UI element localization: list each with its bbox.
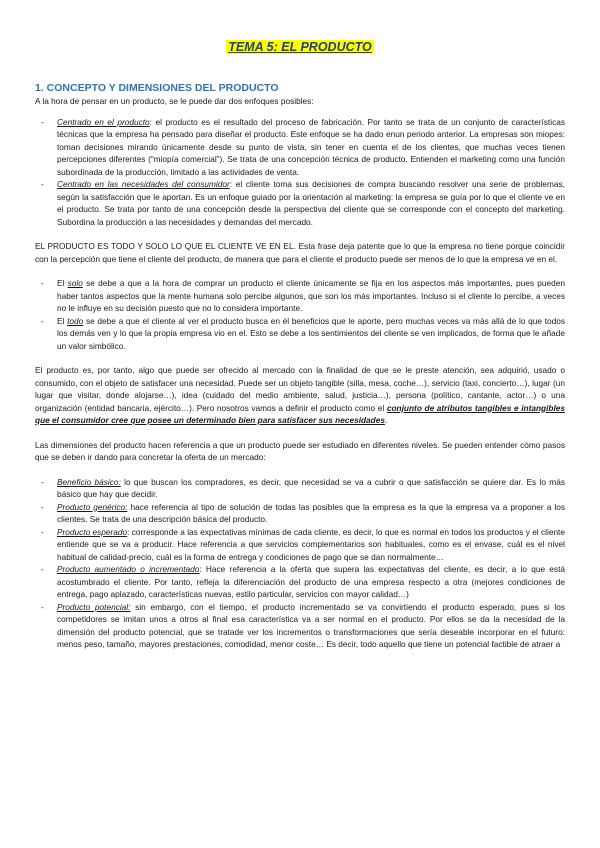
- term: Producto aumentado o incrementado: [57, 564, 200, 574]
- product-definition: conjunto de atributos tangibles e intangibles que el consumidor cree que posee un determinado bien para satisfacer sus necesidades: [35, 402, 565, 425]
- solo-todo-list: [35, 277, 565, 352]
- list-item: [35, 601, 565, 651]
- bullet-dash: -: [41, 601, 44, 612]
- list-item: [35, 116, 565, 179]
- term: todo: [67, 315, 84, 326]
- item-text: : el producto es el resultado del proceso de fabricación. Por tanto se trata de un conjunto de características técnicas que la empresa ha pensado para diseñar el producto. Este enfoque se ha dado enun periodo anterior. La empresas son miopes: toman decisiones mirando únicamente desde su punto de vista, sin tener en cuenta el de los clientes, que muchas veces tienen percepciones diferentes (“miopía comercial”). Se trata de una concepción técnica de producto. Entienden el marketing como una función subordinada de la producción, limitado a las actividades de venta.: [57, 116, 565, 177]
- paragraph-text: El producto es, por tanto, algo que puede ser ofrecido al mercado con la finalidad de que se le preste atención, sea adquirió, usado o consumido, con el objeto de satisfacer una necesidad. Puede ser un objeto tangible (silla, mesa, coche…), servicio (taxi, concierto…), lugar (un lugar que visitar, donde alojarse…), idea (cuidado del medio ambiente, salud, justicia…), persona (político, cantante, actor…) o una organización (entidad bancaria, ejército…). Pero nosotros vamos a definir el producto como el: [35, 365, 565, 413]
- term: Centrado en el producto: [57, 116, 150, 127]
- bullet-dash: -: [41, 315, 44, 326]
- item-prefix: El: [57, 315, 68, 326]
- section-heading: 1. CONCEPTO Y DIMENSIONES DEL PRODUCTO: [35, 82, 279, 94]
- bullet-dash: -: [41, 526, 44, 537]
- item-prefix: El: [57, 278, 68, 288]
- term: Producto genérico:: [57, 501, 128, 512]
- term: Producto potencial:: [57, 601, 131, 612]
- list-item: [35, 476, 565, 501]
- paragraph-end: .: [384, 415, 388, 425]
- bullet-dash: -: [41, 476, 44, 487]
- list-item: [35, 501, 565, 526]
- term: Beneficio básico:: [57, 476, 121, 487]
- item-text: : el cliente toma sus decisiones de compra buscando resolver una serie de problemas, según la satisfacción que le aportan. Es un enfoque guiado por la orientación al marketing: la empresa se guía por lo que el cliente ve en el producto. Se trata por tanto de una concepción desde la perspectiva del cliente que se corresponde con el concepto del marketing. Subordina la producción a las necesidades y demandas del mercado.: [57, 179, 565, 227]
- bullet-dash: -: [41, 179, 44, 189]
- item-text: se debe a que a la hora de comprar un producto el cliente únicamente se fija en los aspectos más importantes, pues pueden haber tantos aspectos que la mente humana solo percibe algunos, que son los más importantes. Incluso si el cliente lo percibe, a veces no le influye en su decisión puesto que no lo considera importante.: [57, 278, 565, 313]
- list-item: [35, 277, 565, 315]
- list-item: [35, 563, 565, 601]
- paragraph-producto: [35, 364, 565, 427]
- paragraph-todo: EL PRODUCTO ES TODO Y SOLO LO QUE EL CLIENTE VE EN EL. Esta frase deja patente que lo que la empresa no tiene porque coincidir con la percepción que tiene el cliente del producto, de manera que para el cliente el producto puede ser menos de lo que la empresa ve en el.: [35, 241, 565, 264]
- term: Producto esperado: [57, 526, 128, 537]
- item-text: se debe a que el cliente al ver el producto busca en él beneficios que le aporte, pero muchas veces va más allá de lo que todos los demás ven y lo que la propia empresa vio en el. Esto se debe a los sentimientos del cliente se ven implicados, de forma que le añade un valor simbólico.: [57, 315, 565, 351]
- item-text: hace referencia al tipo de solución de todas las posibles que la empresa es la que la empresa va a proponer a los clientes. Se trata de una descripción básica del producto.: [57, 501, 565, 524]
- term: solo: [67, 278, 83, 288]
- bullet-dash: -: [41, 564, 44, 574]
- document-title: TEMA 5: EL PRODUCTO: [228, 40, 372, 54]
- item-text: : Hace referencia a la oferta que supera las expectativas del cliente, es decir, a lo que está acostumbrado el cliente. Por tanto, refleja la diferenciación del producto de una empresa respecto a otra (mejores condiciones de entrega, pago aplazado, características nuevas, estilo particular, servicios con mayor calidad…): [57, 564, 565, 599]
- list-item: [35, 178, 565, 228]
- intro-paragraph: A la hora de pensar en un producto, se le puede dar dos enfoques posibles:: [35, 96, 314, 106]
- item-text: : corresponde a las expectativas mínimas de cada cliente, es decir, lo que es normal en todos los productos y el cliente entiende que se va a producir. Hace referencia a que servicios complementarios son habituales, como es el envase, cuál es el nivel habitual de calidad-precio, cuál es la forma de entrega y condiciones de pago que se dan normalmente…: [57, 526, 565, 562]
- item-text: lo que buscan los compradores, es decir, que necesidad se va a cubrir o que satisfacción se quiere dar. Es lo más básico que hay que decidir.: [57, 476, 565, 499]
- dimensiones-list: [35, 476, 565, 651]
- bullet-dash: -: [41, 116, 44, 127]
- list-item: [35, 526, 565, 564]
- term: Centrado en las necesidades del consumidor: [57, 179, 230, 189]
- paragraph-dimensiones: Las dimensiones del producto hacen referencia a que un producto puede ser estudiado en diferentes niveles. Se pueden entender cómo pasos que se deben ir dando para concretar la oferta de un mercado:: [35, 439, 565, 462]
- item-text: sin embargo, con el tiempo, el producto incrementado se va convirtiendo el producto esperado, pues si los competidores se imitan unos a otros al final esa característica va a ser normal en el producto. Por ellos se da la necesidad de la dimensión del producto potencial, que se tratade ver los incrementos o transformaciones que sería deseable incorporar en el futuro: menos peso, tamaño, mayores prestaciones, comodidad, menor coste… Es decir, todo aquello que tiene un potencial factible de atraer a: [57, 601, 566, 649]
- bullet-dash: -: [41, 501, 44, 512]
- title-wrap: [35, 38, 565, 56]
- list-item: [35, 315, 565, 353]
- bullet-dash: -: [41, 278, 44, 288]
- enfoques-list: [35, 116, 565, 229]
